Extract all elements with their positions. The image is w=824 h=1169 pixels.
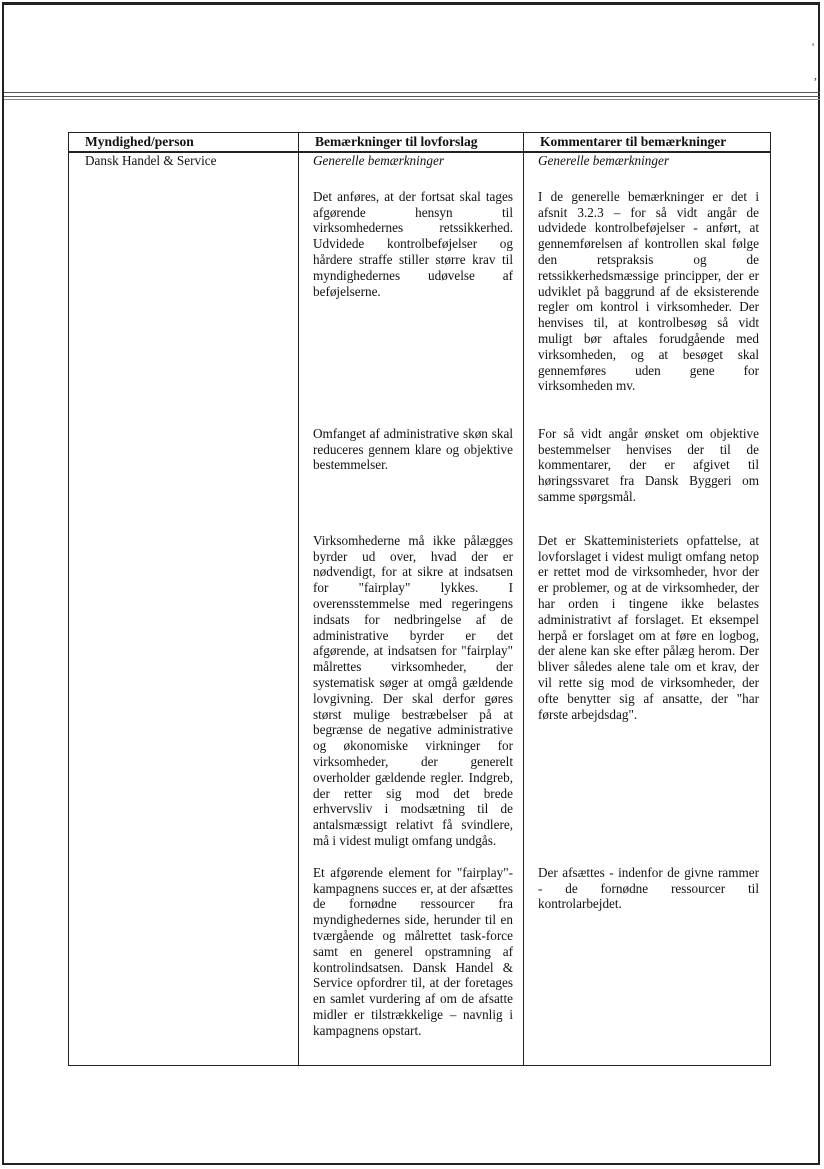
remark-paragraph: Virksomhederne må ikke pålægges byrder ud over, hvad der er nødvendigt, for at sikre at indsatsen for "fairplay" lykkes. I overensstemmelse med regeringens indsats for nedbringelse af de administrative byrder er det afgørende, at indsatsen for "fairplay" målrettes virksomheder, der systematisk søger at omgå gældende lovgivning. Der skal derfor gøres størst mulige bestræbelser på at begrænse de negative administrative og økonomiske virkninger for virksomheder, der generelt overholder gældende regler. Indgreb, der retter sig mod det brede erhvervsliv i modsætning til de antalsmæssigt relativt få svindlere, må i videst muligt omfang undgås.: [313, 532, 513, 848]
comment-paragraph: Det er Skatteministeriets opfattelse, at lovforslaget i videst muligt omfang netop er rettet mod de virksomheder, hvor der er problemer, og at de virksomheder, der har orden i tingene ikke belastes administrativt af forslaget. Et eksempel herpå er forslaget om at føre en logbog, der alene kan ske efter pålæg herom. Der bliver således alene tale om et krav, der vil rette sig mod de virksomheder, der ofte benytter sig af ansatte, der "har første arbejdsdag".: [538, 532, 759, 722]
header-thin-rule: [4, 99, 820, 100]
comment-paragraph: Der afsættes - indenfor de givne rammer - de fornødne ressourcer til kontrolarbejdet.: [538, 864, 759, 912]
remark-paragraph: Omfanget af administrative skøn skal reduceres gennem klare og objektive bestemmelser.: [313, 425, 513, 473]
table-row: [69, 152, 771, 1066]
column-header-remarks: Bemærkninger til lovforslag: [299, 133, 524, 153]
header-double-rule: [4, 92, 820, 97]
table-header-row: [69, 133, 771, 153]
scan-mark: ': [812, 40, 815, 54]
column-header-comments: Kommentarer til bemærkninger: [524, 133, 771, 153]
remark-paragraph: Det anføres, at der fortsat skal tages afgørende hensyn til virksomhedernes retssikkerhed. Udvidede kontrolbeføjelser og hårdere straffe stiller større krav til myndighedernes udøvelse af beføjelserne.: [313, 188, 513, 299]
remarks-cell: [299, 152, 524, 1066]
section-heading: Generelle bemærkninger: [538, 153, 669, 168]
comment-paragraph: For så vidt angår ønsket om objektive bestemmelser henvises der til de kommentarer, der er afgivet til høringssvaret fra Dansk Byggeri om samme spørgsmål.: [538, 425, 759, 504]
organization-name: Dansk Handel & Service: [85, 153, 217, 168]
comments-cell: [524, 152, 771, 1066]
comment-paragraph: I de generelle bemærkninger er det i afsnit 3.2.3 – for så vidt angår de udvidede kontrolbeføjelser - anført, at gennemførelsen af kontrollen skal følge den retspraksis og de retssikkerhedsmæssige principper, der er udviklet på baggrund af de eksisterende regler om kontrol i virksomheder. Der henvises til, at kontrolbesøg så vidt muligt bør aftales forudgående med virksomheden, og at besøget skal gennemføres uden gene for virksomheden mv.: [538, 188, 759, 394]
section-heading: Generelle bemærkninger: [313, 153, 444, 168]
hearing-comments-table: [68, 132, 771, 1066]
column-header-authority: Myndighed/person: [69, 133, 299, 153]
remark-paragraph: Et afgørende element for "fairplay"-kampagnens succes er, at der afsættes de fornødne ressourcer fra myndighedernes side, herunder til en tværgående og målrettet task-force samt en generel opstramning af kontrolindsatsen. Dansk Handel & Service opfordrer til, at der foretages en samlet vurdering af om de afsatte midler er tilstrækkelige – navnlig i kampagnens opstart.: [313, 864, 513, 1038]
scan-mark: ,: [814, 68, 817, 82]
authority-cell: [69, 152, 299, 1066]
